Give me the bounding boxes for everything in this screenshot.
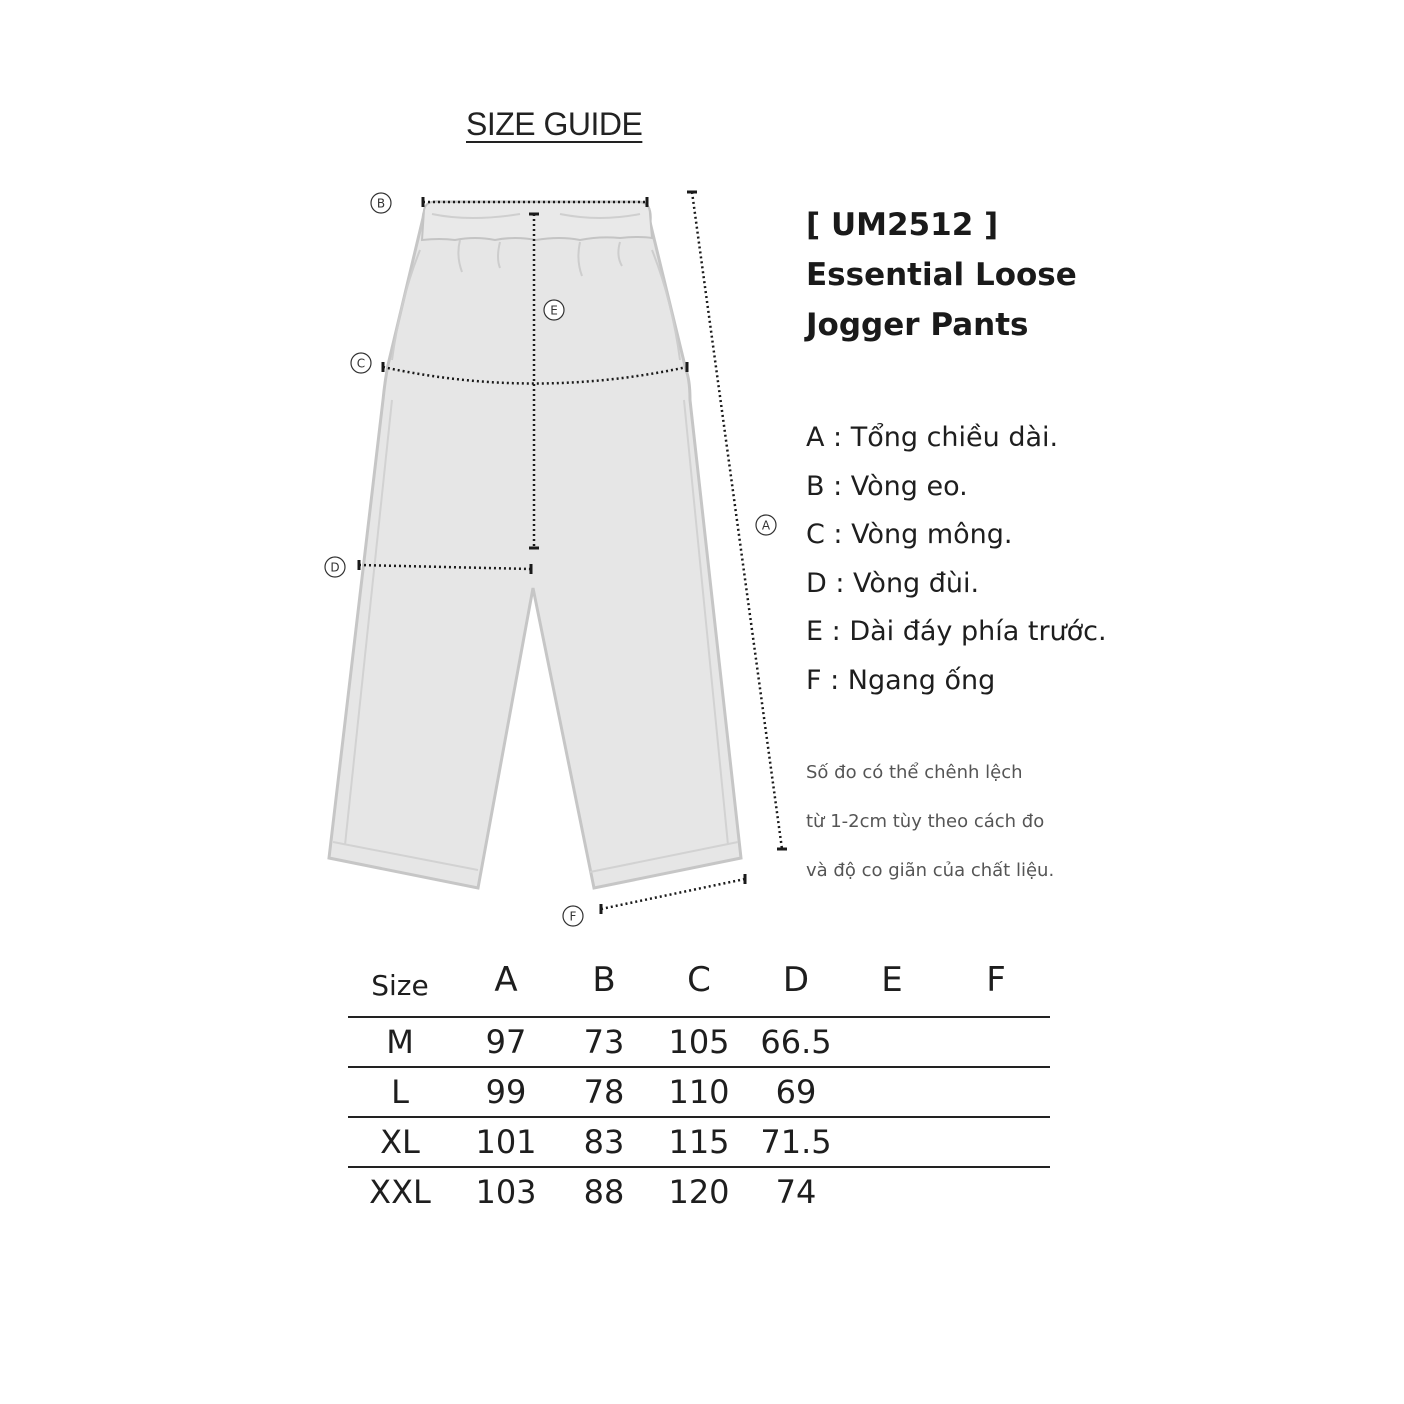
marker-e	[544, 300, 564, 320]
column-header: B	[592, 960, 616, 1000]
table-cell: 83	[560, 1117, 648, 1167]
table-cell: XL	[348, 1117, 452, 1167]
column-header: E	[881, 960, 903, 1000]
table-cell: 110	[648, 1067, 750, 1117]
marker-d	[325, 557, 345, 577]
svg-text:D: D	[330, 560, 340, 575]
measurement-legend	[806, 414, 1107, 706]
table-cell	[842, 1017, 942, 1067]
table-cell: 71.5	[750, 1117, 842, 1167]
svg-text:E: E	[550, 303, 558, 318]
table-row	[348, 1167, 1050, 1216]
size-table	[348, 944, 1050, 1216]
table-cell: 66.5	[750, 1017, 842, 1067]
column-header: F	[986, 960, 1006, 1000]
legend-item-f: F : Ngang ống	[806, 664, 996, 696]
column-header: A	[494, 960, 518, 1000]
svg-text:C: C	[356, 356, 366, 371]
table-cell	[842, 1167, 942, 1216]
note-line: và độ co giãn của chất liệu.	[806, 860, 1055, 881]
table-cell: 101	[452, 1117, 560, 1167]
table-header-row	[348, 944, 1050, 1017]
table-cell: 105	[648, 1017, 750, 1067]
note-line: Số đo có thể chênh lệch	[806, 762, 1023, 783]
legend-item-b: B : Vòng eo.	[806, 470, 968, 502]
table-cell	[842, 1067, 942, 1117]
table-cell: XXL	[348, 1167, 452, 1216]
column-header: Size	[371, 968, 429, 1002]
legend-item-e: E : Dài đáy phía trước.	[806, 616, 1107, 648]
page-title: SIZE GUIDE	[466, 106, 643, 142]
product-name-line2: Jogger Pants	[806, 307, 1029, 343]
table-row	[348, 1067, 1050, 1117]
table-cell: 74	[750, 1167, 842, 1216]
table-cell: 73	[560, 1017, 648, 1067]
table-cell	[942, 1117, 1050, 1167]
table-cell: 88	[560, 1167, 648, 1216]
legend-item-c: C : Vòng mông.	[806, 519, 1013, 551]
legend-item-a: A : Tổng chiều dài.	[806, 422, 1059, 453]
product-name-line1: Essential Loose	[806, 257, 1077, 293]
svg-text:B: B	[376, 196, 386, 211]
table-row	[348, 1117, 1050, 1167]
column-header: C	[687, 960, 711, 1000]
table-cell: 120	[648, 1167, 750, 1216]
table-cell: 69	[750, 1067, 842, 1117]
column-header: D	[782, 960, 810, 1000]
marker-b	[371, 193, 391, 213]
table-cell: 115	[648, 1117, 750, 1167]
table-cell: L	[348, 1067, 452, 1117]
waistband	[422, 202, 652, 240]
marker-f	[563, 906, 583, 926]
table-cell: 103	[452, 1167, 560, 1216]
svg-text:A: A	[761, 518, 771, 533]
product-title	[806, 200, 1077, 350]
measurement-note	[806, 748, 1054, 895]
table-cell: 99	[452, 1067, 560, 1117]
svg-text:F: F	[569, 909, 577, 924]
table-row	[348, 1017, 1050, 1067]
marker-c	[351, 353, 371, 373]
legend-item-d: D : Vòng đùi.	[806, 567, 980, 599]
table-cell	[942, 1067, 1050, 1117]
table-cell	[842, 1117, 942, 1167]
table-cell	[942, 1167, 1050, 1216]
product-code: [ UM2512 ]	[806, 207, 999, 243]
table-cell: M	[348, 1017, 452, 1067]
table-cell: 78	[560, 1067, 648, 1117]
table-cell	[942, 1017, 1050, 1067]
note-line: từ 1-2cm tùy theo cách đo	[806, 811, 1045, 832]
table-cell: 97	[452, 1017, 560, 1067]
marker-a	[756, 515, 776, 535]
